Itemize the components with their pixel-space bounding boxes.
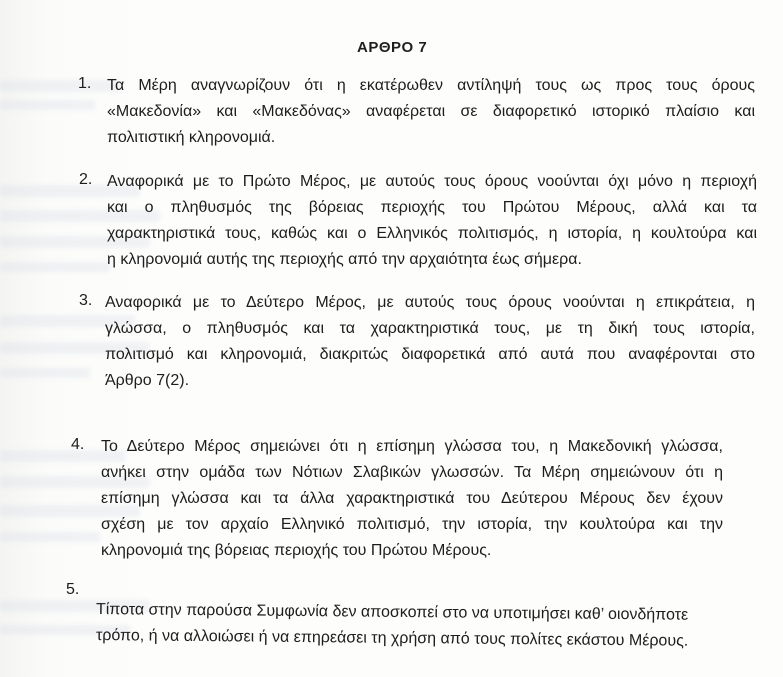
text-line: ανήκει στην ομάδα των Νότιων Σλαβικών γλωσσών. Τα Μέρη σημειώνουν ότι η <box>101 464 723 481</box>
text-line: επίσημη γλώσσα και τα άλλα χαρακτηριστικά του Δεύτερου Μέρους δεν έχουν <box>101 490 723 507</box>
text-line: «Μακεδονία» και «Μακεδόνας» αναφέρεται σε διαφορετικό ιστορικό πλαίσιο και <box>107 103 755 120</box>
article-number: 1. <box>78 75 92 92</box>
text-line: Αναφορικά με το Πρώτο Μέρος, με αυτούς τους όρους νοούνται όχι μόνο η περιοχή <box>107 173 757 190</box>
article-title: ΑΡΘΡΟ 7 <box>357 39 428 56</box>
text-line: Άρθρο 7(2). <box>105 372 190 389</box>
text-line: κληρονομιά της βόρειας περιοχής του Πρώτου Μέρους. <box>101 542 492 559</box>
text-line: γλώσσα, ο πληθυσμός και τα χαρακτηριστικά τους, με τη δική τους ιστορία, <box>105 320 755 337</box>
text-line: σχέση με τον αρχαίο Ελληνικό πολιτισμό, την ιστορία, την κουλτούρα και την <box>101 516 723 533</box>
article-number: 4. <box>71 436 85 453</box>
article-number: 5. <box>66 581 80 598</box>
text-line: Τα Μέρη αναγνωρίζουν ότι η εκατέρωθεν αντίληψή τους ως προς τους όρους <box>107 77 755 94</box>
article-number: 2. <box>79 171 93 188</box>
bleed-through-shade <box>0 100 95 110</box>
bleed-through-shade <box>0 262 110 272</box>
text-line: και ο πληθυσμός της βόρειας περιοχής του Πρώτου Μέρους, αλλά και τα <box>107 199 757 216</box>
text-line: η κληρονομιά αυτής της περιοχής από την αρχαιότητα έως σήμερα. <box>107 251 582 268</box>
bleed-through-shade <box>0 368 90 378</box>
article-paragraph <box>107 170 757 272</box>
article-paragraph <box>96 598 726 648</box>
text-line: Το Δεύτερο Μέρος σημειώνει ότι η επίσημη γλώσσα του, η Μακεδονική γλώσσα, <box>101 438 723 455</box>
text-line: τρόπο, ή να αλλοιώσει ή να επηρεάσει τη χρήση από τους πολίτες εκάστου Μέρους. <box>95 627 689 650</box>
article-paragraph <box>105 291 755 393</box>
article-paragraph <box>101 435 723 563</box>
article-paragraph <box>107 74 755 150</box>
text-line: πολιτιστική κληρονομιά. <box>107 129 276 146</box>
text-line: Αναφορικά με το Δεύτερο Μέρος, με αυτούς τους όρους νοούνται η επικράτεια, η <box>105 294 755 311</box>
text-line: χαρακτηριστικά τους, καθώς και ο Ελληνικός πολιτισμός, η ιστορία, η κουλτούρα και <box>107 225 757 242</box>
article-number: 3. <box>79 292 93 309</box>
bleed-through-shade <box>0 532 100 542</box>
text-line: Τίποτα στην παρούσα Συμφωνία δεν αποσκοπεί στο να υποτιμήσει καθ’ οιονδήποτε <box>95 601 689 624</box>
bleed-through-shade <box>0 80 120 92</box>
text-line: πολιτισμό και κληρονομιά, διακριτώς διαφορετικά από αυτά που αναφέρονται στο <box>105 346 755 363</box>
